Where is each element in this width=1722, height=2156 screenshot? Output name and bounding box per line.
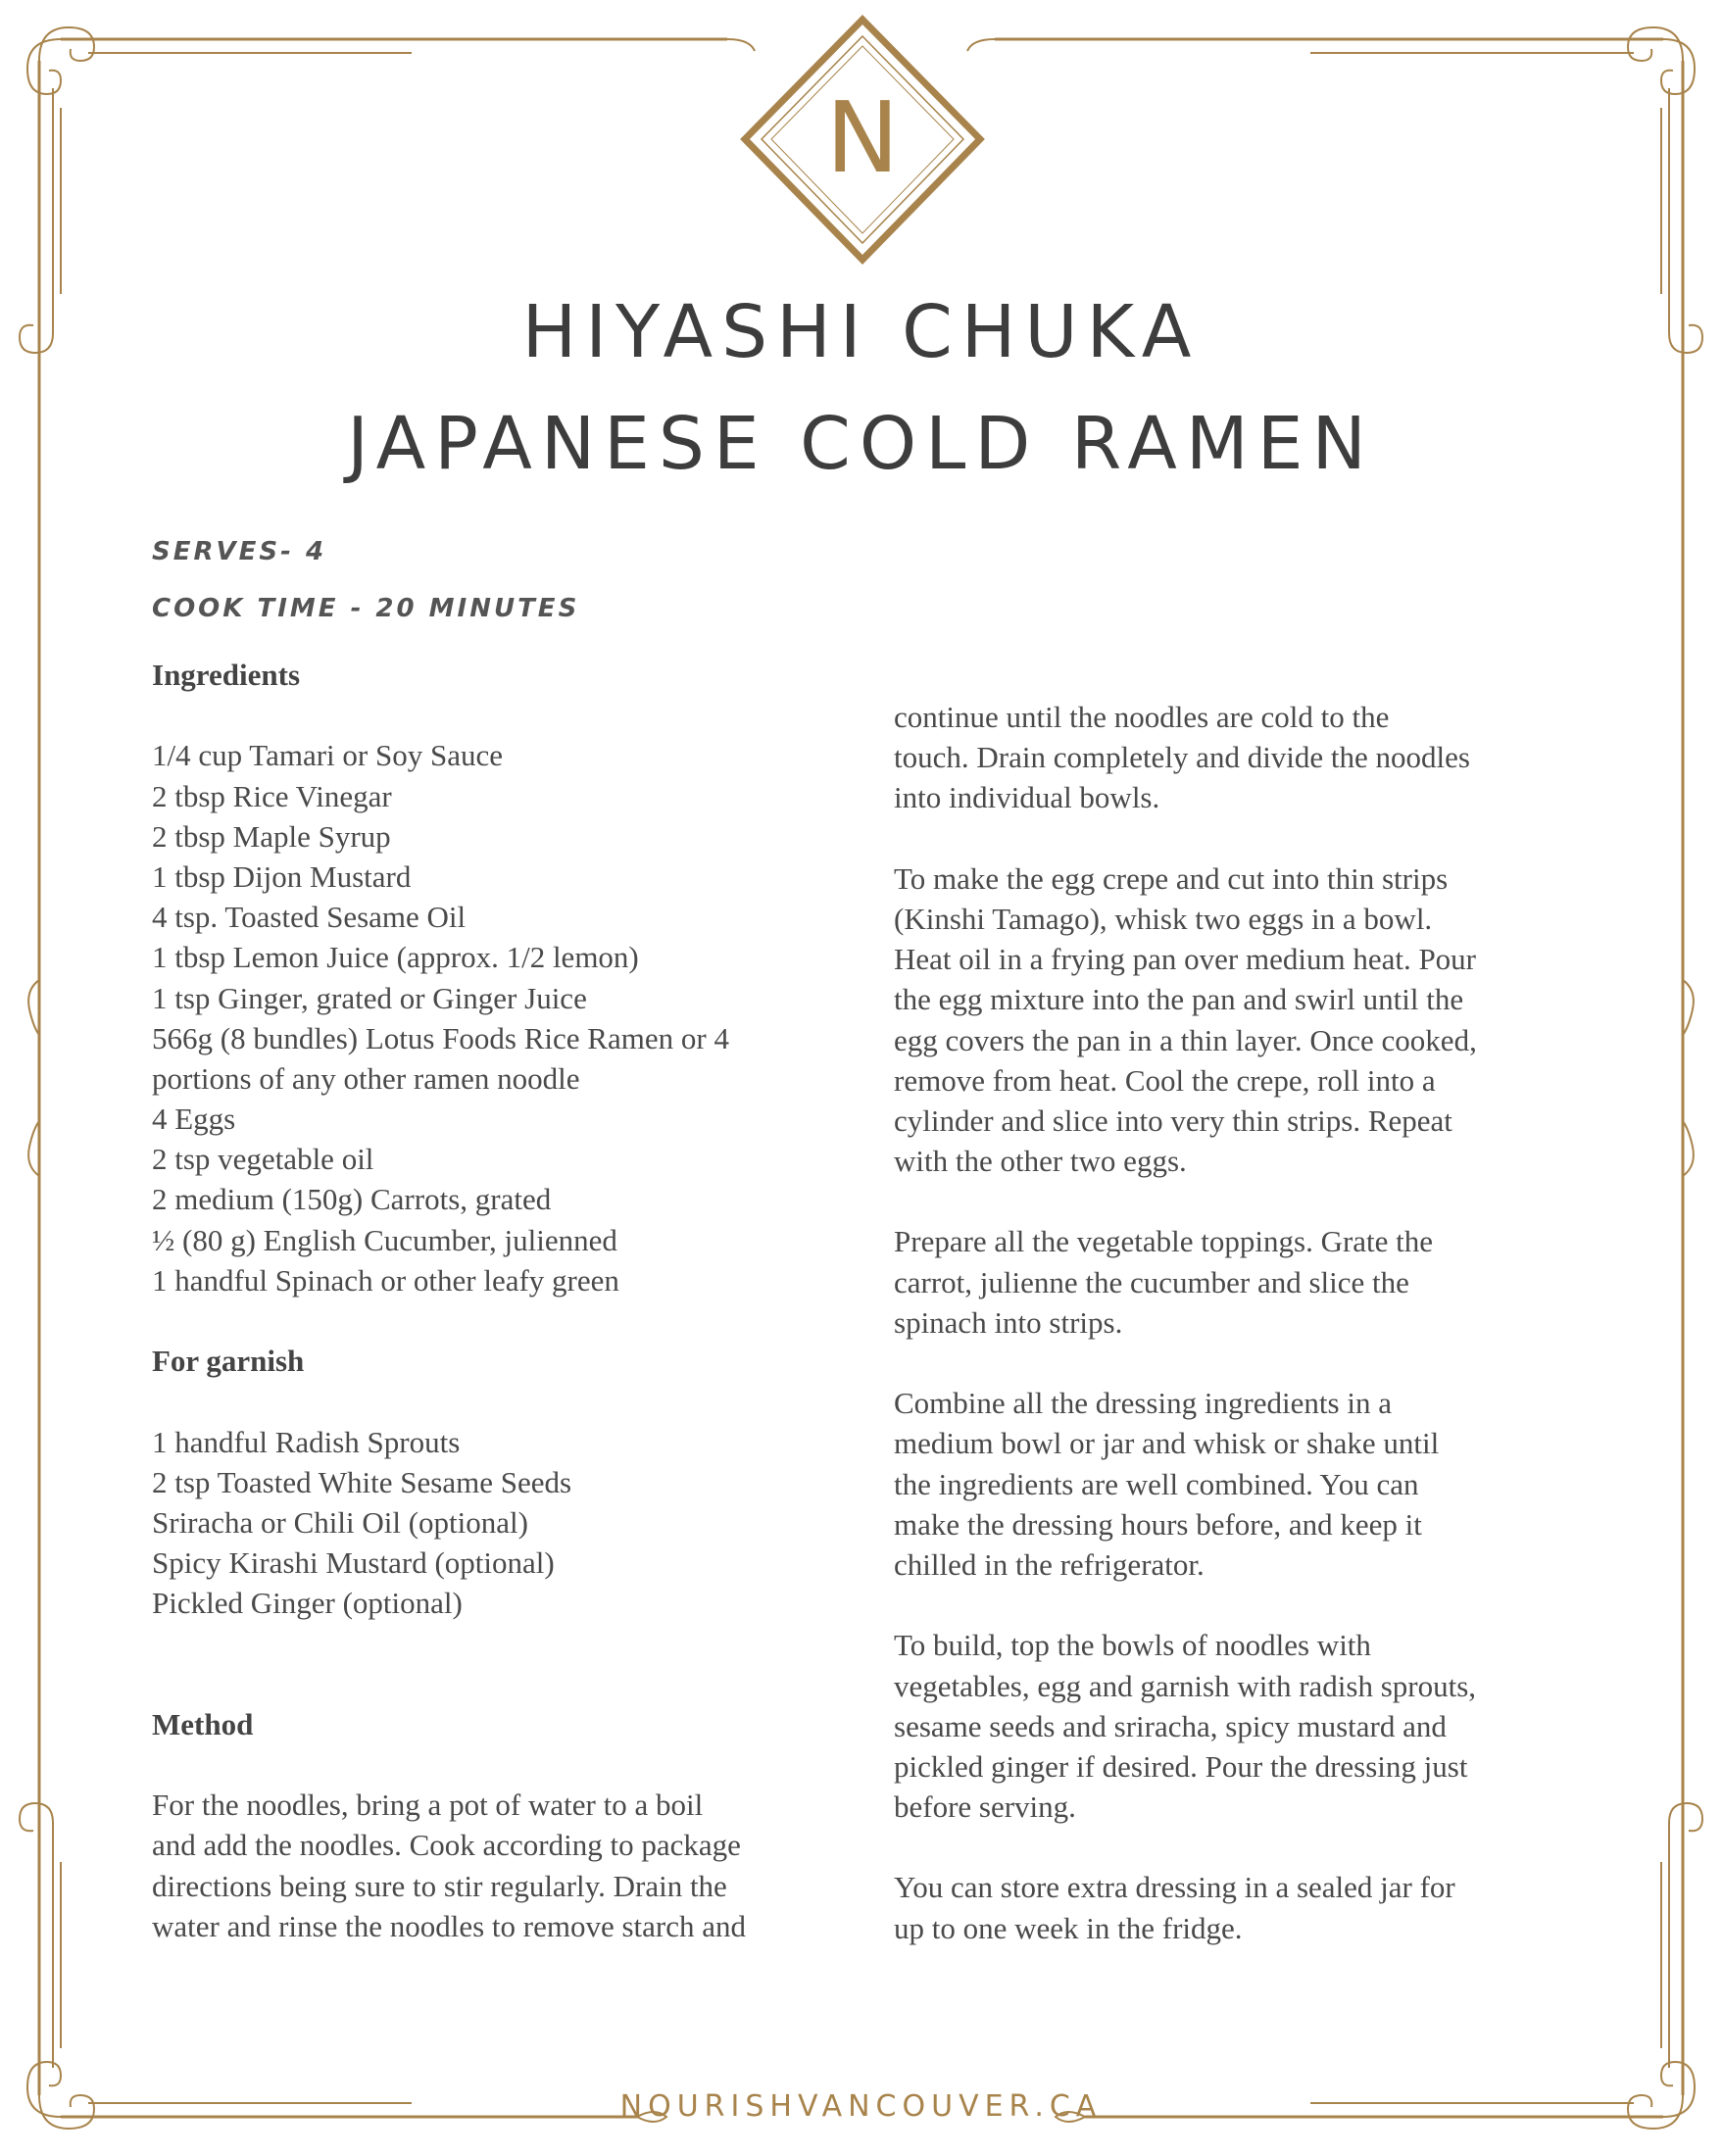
method-line: with the other two eggs.: [894, 1144, 1187, 1179]
method-line: continue until the noodles are cold to the: [894, 700, 1390, 734]
ingredient-line: portions of any other ramen noodle: [152, 1060, 580, 1096]
method-line: Combine all the dressing ingredients in a: [894, 1386, 1392, 1421]
ingredient-line: 2 tbsp Maple Syrup: [152, 818, 391, 854]
method-line: To build, top the bowls of noodles with: [894, 1628, 1371, 1663]
ingredient-line: 2 tbsp Rice Vinegar: [152, 778, 392, 813]
method-line: the egg mixture into the pan and swirl until the: [894, 982, 1464, 1017]
ingredient-line: 1/4 cup Tamari or Soy Sauce: [152, 738, 503, 773]
method-paragraph: [894, 1867, 1560, 1947]
ingredient-line: 2 medium (150g) Carrots, grated: [152, 1182, 552, 1217]
method-line: (Kinshi Tamago), whisk two eggs in a bowl.: [894, 901, 1433, 936]
garnish-line: Spicy Kirashi Mustard (optional): [152, 1545, 555, 1581]
method-line: medium bowl or jar and whisk or shake until: [894, 1426, 1440, 1461]
right-column: [894, 697, 1560, 1948]
logo-n-diamond: [740, 15, 985, 265]
ingredient-line: 4 tsp. Toasted Sesame Oil: [152, 900, 467, 935]
method-line: carrot, julienne the cucumber and slice the: [894, 1264, 1409, 1299]
method-line: water and rinse the noodles to remove starch and: [152, 1908, 747, 1943]
garnish-line: Sriracha or Chili Oil (optional): [152, 1504, 528, 1540]
ingredient-line: 1 handful Spinach or other leafy green: [152, 1262, 619, 1298]
method-line: sesame seeds and sriracha, spicy mustard and: [894, 1708, 1447, 1743]
ingredient-line: 1 tbsp Dijon Mustard: [152, 858, 412, 894]
method-line: You can store extra dressing in a sealed jar for: [894, 1870, 1455, 1905]
method-line: Heat oil in a frying pan over medium heat. Pour: [894, 942, 1477, 977]
left-column: [152, 655, 838, 1946]
method-paragraph: [894, 1221, 1560, 1343]
serves-count: SERVES- 4: [152, 537, 327, 566]
garnish-heading: For garnish: [152, 1344, 305, 1379]
garnish-list: [152, 1422, 838, 1624]
recipe-title-line-1: HIYASHI CHUKA: [521, 290, 1201, 374]
method-line: the ingredients are well combined. You can: [894, 1466, 1419, 1501]
method-line: cylinder and slice into very thin strips. Repeat: [894, 1102, 1452, 1138]
garnish-line: Pickled Ginger (optional): [152, 1586, 463, 1621]
ingredient-line: ½ (80 g) English Cucumber, julienned: [152, 1222, 617, 1257]
method-line: spinach into strips.: [894, 1304, 1123, 1340]
ingredient-line: 566g (8 bundles) Lotus Foods Rice Ramen or 4: [152, 1020, 729, 1055]
method-text-left: [152, 1785, 838, 1946]
ingredients-list: [152, 735, 838, 1300]
method-line: touch. Drain completely and divide the noodles: [894, 740, 1470, 775]
method-line: before serving.: [894, 1789, 1076, 1825]
method-line: pickled ginger if desired. Pour the dressing just: [894, 1748, 1468, 1784]
recipe-title-line-2: JAPANESE COLD RAMEN: [347, 402, 1375, 486]
ingredient-line: 2 tsp vegetable oil: [152, 1142, 374, 1177]
footer-website: NOURISHVANCOUVER.CA: [619, 2089, 1103, 2124]
garnish-line: 1 handful Radish Sprouts: [152, 1424, 461, 1459]
method-paragraph: [894, 1383, 1560, 1585]
method-line: For the noodles, bring a pot of water to a boil: [152, 1788, 704, 1823]
method-line: To make the egg crepe and cut into thin strips: [894, 860, 1449, 896]
garnish-line: 2 tsp Toasted White Sesame Seeds: [152, 1464, 572, 1499]
cook-time: COOK TIME - 20 MINUTES: [152, 594, 580, 623]
method-paragraph: [894, 858, 1560, 1182]
method-text-right: [894, 697, 1560, 1948]
method-line: make the dressing hours before, and keep it: [894, 1506, 1422, 1542]
method-paragraph: [894, 1625, 1560, 1827]
method-line: and add the noodles. Cook according to package: [152, 1828, 741, 1863]
method-line: chilled in the refrigerator.: [894, 1546, 1205, 1582]
ingredient-line: 4 Eggs: [152, 1102, 236, 1137]
method-line: vegetables, egg and garnish with radish sprouts,: [894, 1668, 1477, 1703]
method-line: egg covers the pan in a thin layer. Once cooked,: [894, 1022, 1477, 1057]
ingredients-heading: Ingredients: [152, 658, 301, 692]
method-line: directions being sure to stir regularly. Drain the: [152, 1868, 727, 1903]
svg-text:N: N: [825, 80, 900, 195]
method-heading: Method: [152, 1706, 254, 1741]
ingredient-line: 1 tbsp Lemon Juice (approx. 1/2 lemon): [152, 940, 639, 975]
ingredient-line: 1 tsp Ginger, grated or Ginger Juice: [152, 980, 587, 1015]
method-line: remove from heat. Cool the crepe, roll into a: [894, 1062, 1436, 1098]
method-line: into individual bowls.: [894, 780, 1160, 815]
method-line: up to one week in the fridge.: [894, 1910, 1243, 1945]
method-line: Prepare all the vegetable toppings. Grate the: [894, 1224, 1434, 1259]
method-paragraph: [894, 697, 1560, 818]
